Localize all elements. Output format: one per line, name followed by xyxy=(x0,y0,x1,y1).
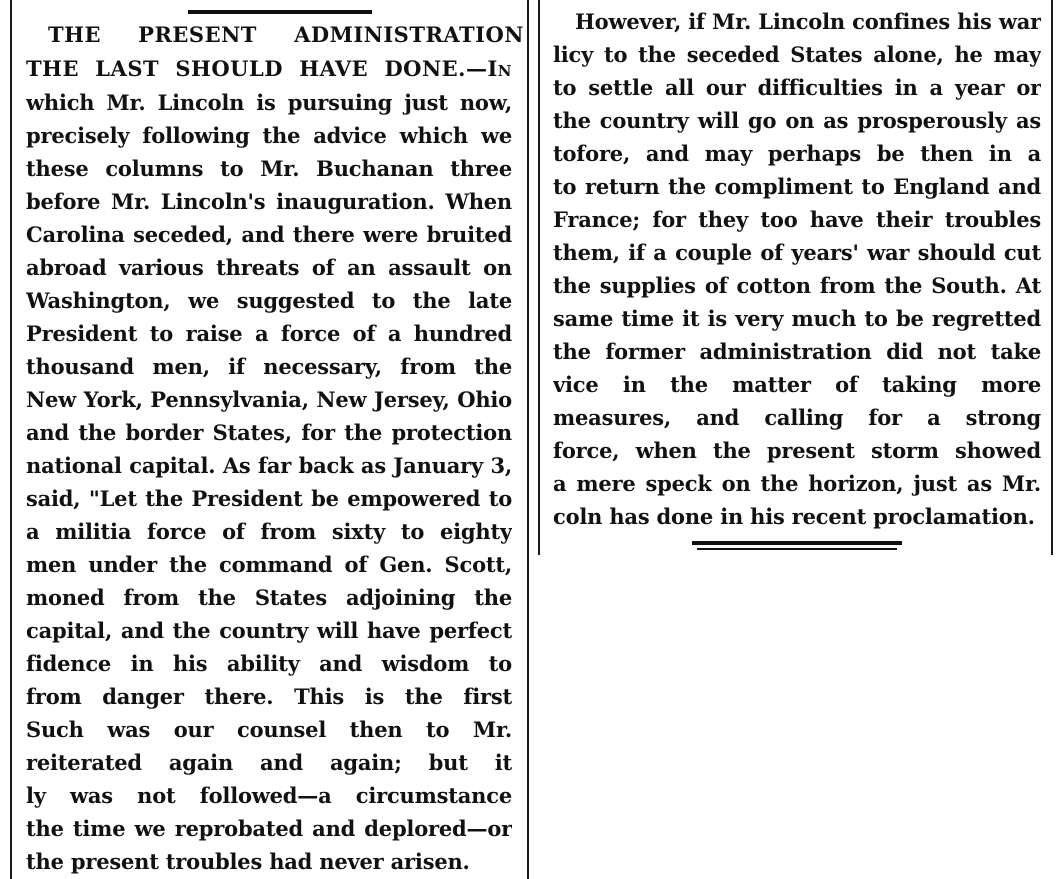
article-line: vice in the matter of taking more xyxy=(553,372,1041,397)
article-line: abroad various threats of an assault on xyxy=(26,255,512,280)
column-divider-rule xyxy=(527,0,529,879)
article-last-line: coln has done in his recent proclamation. xyxy=(553,504,1035,529)
article-line: ly was not followed—a circumstance xyxy=(26,783,512,808)
article-line: to settle all our difficulties in a year or xyxy=(553,75,1041,100)
article-line: national capital. As far back as January 3, xyxy=(26,453,512,478)
article-line: which Mr. Lincoln is pursuing just now, xyxy=(26,90,512,115)
article-line: force, when the present storm showed xyxy=(553,438,1041,463)
article-line: the time we reprobated and deplored—or xyxy=(26,816,512,841)
article-line: capital, and the country will have perfect xyxy=(26,618,512,643)
article-line: New York, Pennsylvania, New Jersey, Ohio xyxy=(26,387,512,412)
end-rule-bottom xyxy=(697,548,897,550)
article-line: measures, and calling for a strong xyxy=(553,405,1041,430)
article-line: However, if Mr. Lincoln confines his war xyxy=(575,9,1041,34)
article-line: men under the command of Gen. Scott, xyxy=(26,552,512,577)
article-line: Carolina seceded, and there were bruited xyxy=(26,222,512,247)
article-line: said, "Let the President be empowered to xyxy=(26,486,512,511)
top-rule xyxy=(188,10,372,14)
article-line: President to raise a force of a hundred xyxy=(26,321,512,346)
article-line: Washington, we suggested to the late xyxy=(26,288,512,313)
article-last-line: the present troubles had never arisen. xyxy=(26,849,470,874)
article-line: fidence in his ability and wisdom to xyxy=(26,651,512,676)
article-line: tofore, and may perhaps be then in a xyxy=(553,141,1041,166)
headline-line-2 xyxy=(26,54,512,84)
article-line: a militia force of from sixty to eighty xyxy=(26,519,512,544)
article-line: to return the compliment to England and xyxy=(553,174,1041,199)
article-line: licy to the seceded States alone, he may xyxy=(553,42,1041,67)
headline-line-1: THE PRESENT ADMINISTRATION xyxy=(48,22,524,47)
article-line: reiterated again and again; but it xyxy=(26,750,512,775)
article-line: same time it is very much to be regretted xyxy=(553,306,1041,331)
article-line: moned from the States adjoining the xyxy=(26,585,512,610)
article-line: precisely following the advice which we xyxy=(26,123,512,148)
right-column-left-rule xyxy=(538,0,540,555)
article-line: Such was our counsel then to Mr. xyxy=(26,717,512,742)
article-line: thousand men, if necessary, from the xyxy=(26,354,512,379)
article-line: them, if a couple of years' war should cut xyxy=(553,240,1041,265)
end-rule-top xyxy=(692,541,902,545)
article-line: the former administration did not take xyxy=(553,339,1041,364)
article-line: France; for they too have their troubles xyxy=(553,207,1041,232)
article-line: before Mr. Lincoln's inauguration. When xyxy=(26,189,512,214)
right-border-rule xyxy=(1051,0,1053,555)
article-line: these columns to Mr. Buchanan three xyxy=(26,156,512,181)
article-line: a mere speck on the horizon, just as Mr. xyxy=(553,471,1041,496)
left-border-rule xyxy=(10,0,12,879)
article-line: and the border States, for the protection xyxy=(26,420,512,445)
headline-line-2-text: THE LAST SHOULD HAVE DONE.—In xyxy=(26,56,512,81)
article-line: the supplies of cotton from the South. At xyxy=(553,273,1041,298)
article-line: from danger there. This is the first xyxy=(26,684,512,709)
article-line: the country will go on as prosperously as xyxy=(553,108,1041,133)
